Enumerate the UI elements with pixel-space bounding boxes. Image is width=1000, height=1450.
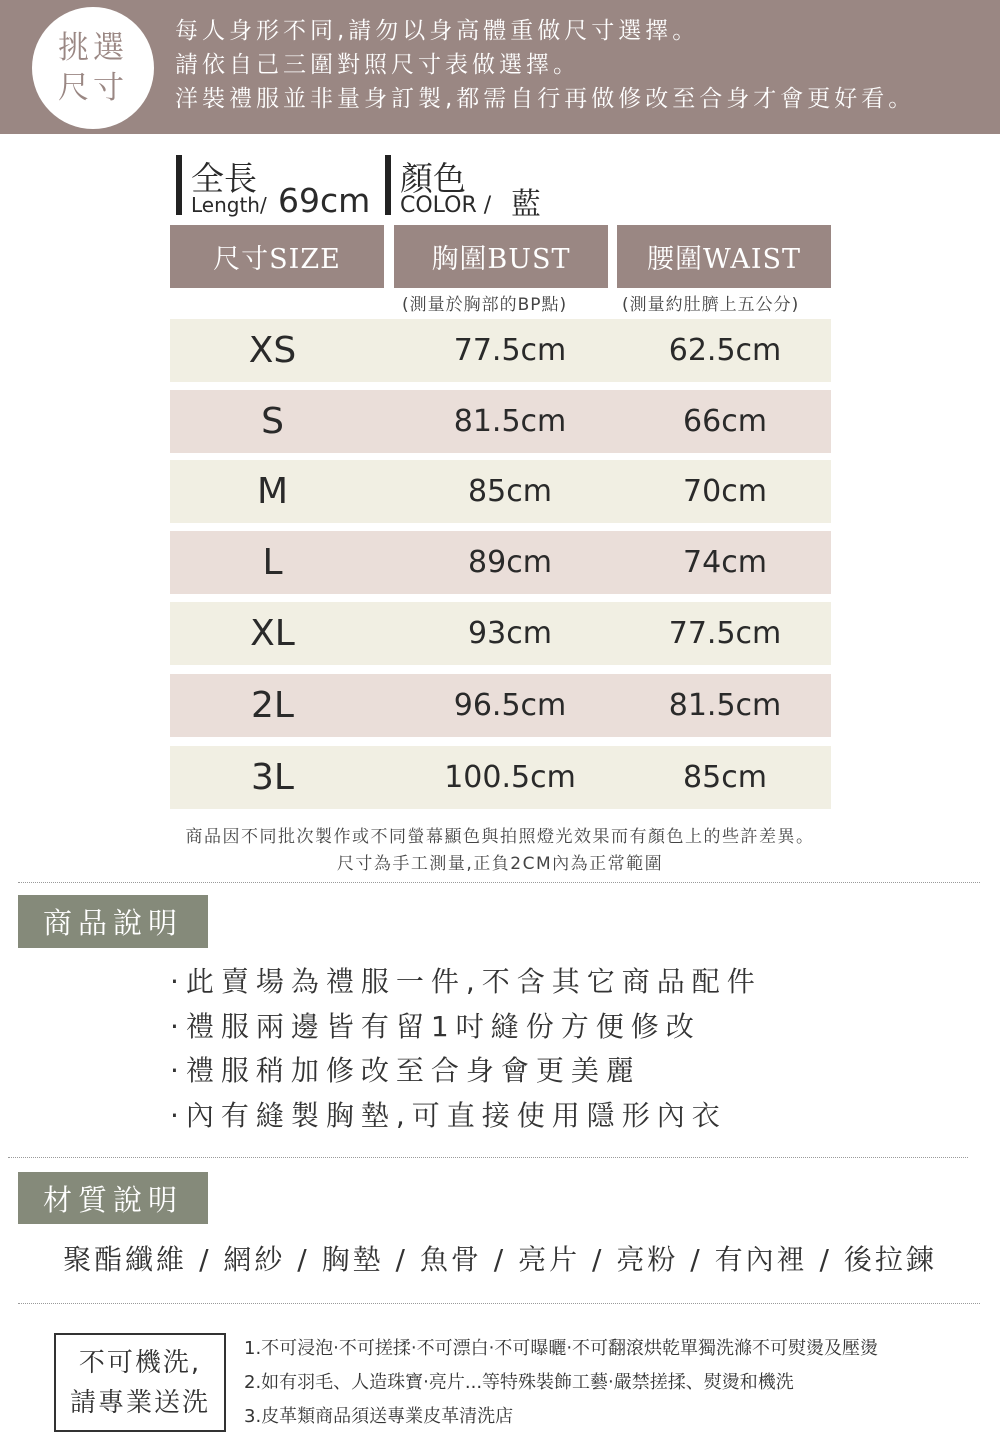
waist-cell: 66cm [683,404,767,439]
product-item: ·內有縫製胸墊,可直接使用隱形內衣 [170,1098,727,1132]
product-item: ·禮服稍加修改至合身會更美麗 [170,1054,641,1087]
length-spec [176,155,376,220]
waist-cell: 70cm [683,474,767,509]
bust-measure-note: (測量於胸部的BP點) [402,295,568,315]
color-sub-label: COLOR / [400,193,492,218]
length-value: 69cm [278,181,371,220]
divider [18,882,980,883]
header-waist: 腰圍WAIST [617,225,831,288]
badge-line1: 挑選 [58,30,128,66]
no-machine-wash-box [54,1333,226,1432]
size-note-3: 洋裝禮服並非量身訂製,都需自行再做修改至合身才會更好看。 [175,86,916,112]
color-difference-note: 商品因不同批次製作或不同螢幕顯色與拍照燈光效果而有顏色上的些許差異。 [185,827,815,847]
size-cell: XL [250,613,295,654]
care-item: 1.不可浸泡‧不可搓揉‧不可漂白‧不可曝曬‧不可翻滾烘乾單獨洗滌不可熨燙及壓燙 [244,1338,879,1359]
length-sub-label: Length/ [191,193,267,217]
header-band [0,0,1000,134]
wash-box-line1: 不可機洗, [78,1347,202,1378]
color-marker [385,155,391,215]
waist-cell: 85cm [683,760,767,795]
size-row-m [170,460,831,523]
bust-cell: 100.5cm [444,760,576,795]
badge-line2: 尺寸 [58,70,128,106]
care-item: 2.如有羽毛、人造珠寶‧亮片...等特殊裝飾工藝‧嚴禁搓揉、熨燙和機洗 [244,1372,794,1393]
length-marker [176,155,182,215]
product-item: ·禮服兩邊皆有留1吋縫份方便修改 [170,1009,701,1043]
size-cell: 2L [251,685,294,726]
size-cell: 3L [251,757,294,798]
length-label: 全長 [191,159,257,198]
material-title: 材質說明 [18,1172,208,1224]
size-cell: S [261,401,284,442]
measurement-tolerance-note: 尺寸為手工測量,正負2CM內為正常範圍 [336,854,664,874]
size-note-1: 每人身形不同,請勿以身高體重做尺寸選擇。 [175,18,700,44]
color-spec [385,155,585,222]
waist-cell: 81.5cm [668,688,782,723]
size-note-2: 請依自己三圍對照尺寸表做選擇。 [175,52,580,78]
wash-box-line2: 請專業送洗 [69,1387,210,1418]
care-item: 3.皮革類商品須送專業皮革清洗店 [244,1406,514,1427]
size-row-xl [170,602,831,665]
bust-cell: 89cm [468,545,552,580]
bust-cell: 93cm [468,616,552,651]
divider [18,1303,980,1304]
waist-cell: 74cm [683,545,767,580]
divider [8,1157,968,1158]
care-instructions [244,1332,878,1434]
waist-measure-note: (測量約肚臍上五公分) [622,295,800,315]
bust-cell: 77.5cm [453,333,567,368]
waist-cell: 77.5cm [668,616,782,651]
size-cell: XS [248,330,297,371]
color-label: 顏色 [400,159,466,198]
size-row-2l [170,674,831,737]
size-row-3l [170,746,831,809]
bust-cell: 81.5cm [453,404,567,439]
size-row-s [170,390,831,453]
size-row-xs [170,319,831,382]
material-text: 聚酯纖維 / 網紗 / 胸墊 / 魚骨 / 亮片 / 亮粉 / 有內裡 / 後拉鍊 [63,1243,937,1276]
size-cell: M [256,471,289,512]
waist-cell: 62.5cm [668,333,782,368]
product-item: ·此賣場為禮服一件,不含其它商品配件 [170,965,762,998]
size-row-l [170,531,831,594]
bust-cell: 85cm [468,474,552,509]
color-value: 藍 [511,187,541,222]
bust-cell: 96.5cm [453,688,567,723]
product-description-title: 商品說明 [18,895,208,948]
size-cell: L [262,542,283,583]
header-bust: 胸圍BUST [394,225,608,288]
header-size: 尺寸SIZE [170,225,384,288]
product-description-list [170,960,762,1138]
size-selection-badge [32,7,154,129]
size-notes [175,14,915,116]
